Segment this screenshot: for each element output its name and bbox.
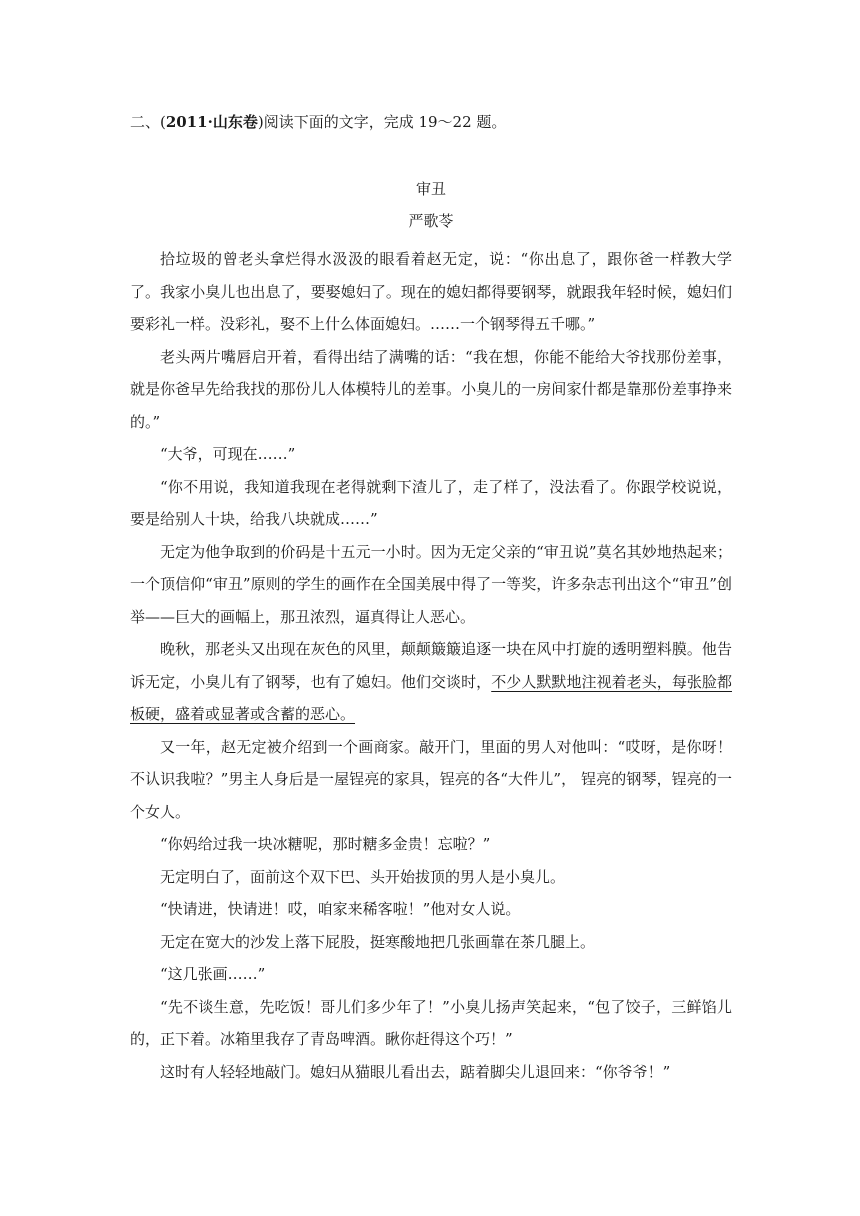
paragraph: 又一年，赵无定被介绍到一个画商家。敲开门，里面的男人对他叫：“哎呀，是你呀！不认识我啦？”男主人身后是一屋锃亮的家具，锃亮的各“大件儿”， 锃亮的钢琴，锃亮的一个女人。 — [130, 737, 732, 821]
paragraph: “先不谈生意，先吃饭！哥儿们多少年了！”小臭儿扬声笑起来，“包了饺子，三鲜馅儿的，正下着。冰箱里我存了青岛啤酒。瞅你赶得这个巧！” — [130, 997, 732, 1048]
paragraph: 无定明白了，面前这个双下巴、头开始拔顶的男人是小臭儿。 — [160, 867, 566, 886]
paragraph: 拾垃圾的曾老头拿烂得水汲汲的眼看着赵无定，说：“你出息了，跟你爸一样教大学了。我家小臭儿也出息了，要娶媳妇了。现在的媳妇都得要钢琴，就跟我年轻时候，媳妇们要彩礼一样。没彩礼，娶不上什么体面媳妇。……一个钢琴得五千哪。” — [130, 250, 732, 333]
heading-source: 2011·山东卷 — [165, 113, 258, 131]
paragraph: “大爷，可现在……” — [160, 445, 296, 463]
story-body — [130, 243, 732, 1088]
paragraph: 老头两片嘴唇启开着，看得出结了满嘴的话：“我在想，你能不能给大爷找那份差事，就是你爸早先给我找的那份儿人体模特儿的差事。小臭儿的一房间家什都是靠那份差事挣来的。” — [130, 347, 732, 431]
paragraph: “你妈给过我一块冰糖呢，那时糖多金贵！忘啦？” — [160, 835, 491, 853]
paragraph: 无定在宽大的沙发上落下屁股，挺寒酸地把几张画靠在茶几腿上。 — [160, 932, 596, 951]
paragraph-with-underline — [130, 633, 732, 731]
heading-suffix: )阅读下面的文字，完成 19～22 题。 — [257, 113, 507, 131]
paragraph-text: 晚秋，那老头又出现在灰色的风里，颠颠簸簸追逐一块在风中打旋的透明塑料膜。他告诉无定，小臭儿有了钢琴，也有了媳妇。他们交谈时， — [130, 640, 732, 691]
paragraph: 这时有人轻轻地敲门。媳妇从猫眼儿看出去，踮着脚尖儿退回来：“你爷爷！” — [160, 1062, 671, 1081]
paragraph: “你不用说，我知道我现在老得就剩下渣儿了，走了样了，没法看了。你跟学校说说，要是给别人十块，给我八块就成……” — [130, 477, 732, 528]
paragraph: “快请进，快请进！哎，咱家来稀客啦！”他对女人说。 — [160, 900, 521, 918]
underlined-sentence: 不少人默默地注视着老头，每张脸都板硬，盛着或显著或含蓄的恶心。 — [130, 672, 732, 723]
paragraph: “这几张画……” — [160, 965, 266, 983]
question-heading — [130, 110, 506, 134]
story-author: 严歌苓 — [408, 212, 454, 230]
story-title: 审丑 — [415, 180, 446, 198]
heading-prefix: 二、( — [130, 113, 166, 131]
paragraph: 无定为他争取到的价码是十五元一小时。因为无定父亲的“审丑说”莫名其妙地热起来；一个顶信仰“审丑”原则的学生的画作在全国美展中得了一等奖，许多杂志刊出这个“审丑”创举——巨大的画幅上，那丑浓烈，逼真得让人恶心。 — [130, 542, 732, 626]
